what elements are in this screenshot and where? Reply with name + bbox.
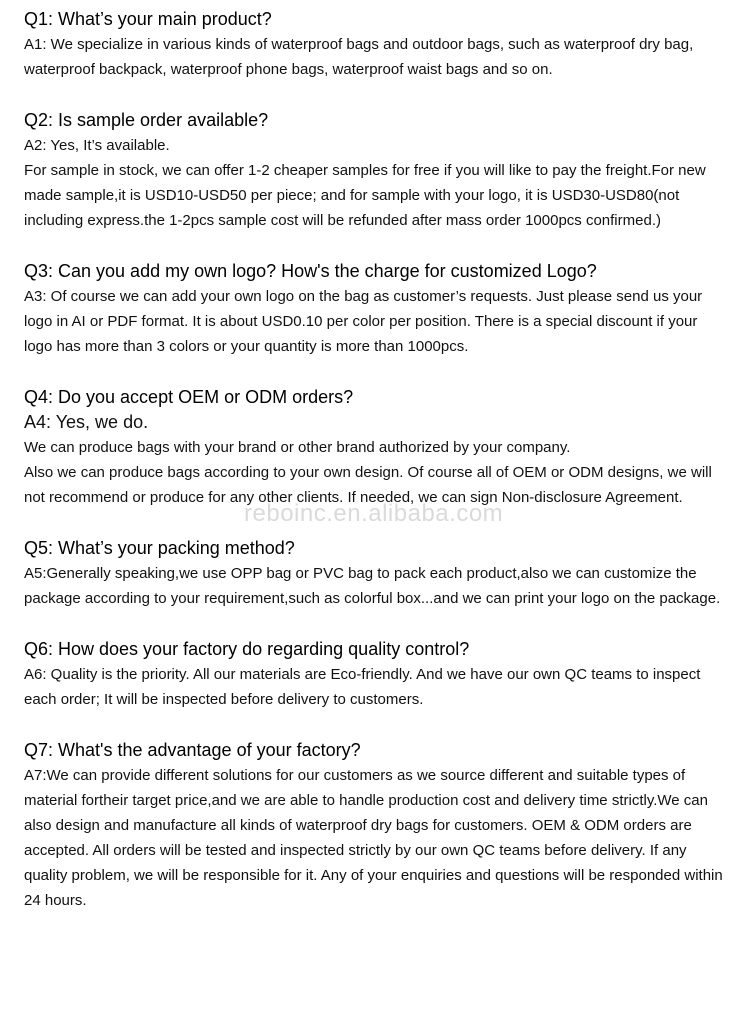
answer-q4-lead: A4: Yes, we do. xyxy=(24,412,149,432)
answer-q5: A5:Generally speaking,we use OPP bag or PVC bag to pack each product,also we can customize the package according to your requirement,such as colorful box...and we can print your logo on the package. xyxy=(24,565,721,607)
question-q4: Q4: Do you accept OEM or ODM orders? xyxy=(24,387,354,407)
watermark-text: reboinc.en.alibaba.com xyxy=(244,500,504,527)
answer-q4-design: Also we can produce bags according to your own design. Of course all of OEM or ODM designs, we will not recommend or produce for any other clients. If needed, we can sign Non-disclosure Agreement. xyxy=(24,464,712,506)
faq-item-q7 xyxy=(24,737,724,913)
faq-item-q4 xyxy=(24,384,724,510)
answer-q4-brand: We can produce bags with your brand or other brand authorized by your company. xyxy=(24,439,571,456)
faq-item-q1 xyxy=(24,6,724,82)
faq-item-q5 xyxy=(24,535,724,611)
answer-q2-lead: A2: Yes, It’s available. xyxy=(24,137,170,154)
answer-q2-detail: For sample in stock, we can offer 1-2 cheaper samples for free if you will like to pay the freight.For new made sample,it is USD10-USD50 per piece; and for sample with your logo, it is USD30-USD80(not including express.the 1-2pcs sample cost will be refunded after mass order 1000pcs confirmed.) xyxy=(24,162,706,229)
answer-q3: A3: Of course we can add your own logo on the bag as customer’s requests. Just please send us your logo in AI or PDF format. It is about USD0.10 per color per position. There is a special discount if your logo has more than 3 colors or your quantity is more than 1000pcs. xyxy=(24,288,703,355)
faq-item-q6 xyxy=(24,636,724,712)
faq-item-q2 xyxy=(24,107,724,233)
question-q5: Q5: What’s your packing method? xyxy=(24,538,295,558)
question-q2: Q2: Is sample order available? xyxy=(24,110,269,130)
faq-document xyxy=(24,6,724,913)
answer-q6: A6: Quality is the priority. All our materials are Eco-friendly. And we have our own QC teams to inspect each order; It will be inspected before delivery to customers. xyxy=(24,666,701,708)
answer-q1: A1: We specialize in various kinds of waterproof bags and outdoor bags, such as waterproof dry bag, waterproof backpack, waterproof phone bags, waterproof waist bags and so on. xyxy=(24,36,694,78)
question-q3: Q3: Can you add my own logo? How's the charge for customized Logo? xyxy=(24,261,597,281)
faq-item-q3 xyxy=(24,258,724,359)
answer-q7: A7:We can provide different solutions for our customers as we source different and suitable types of material fortheir target price,and we are able to handle production cost and delivery time strictly.We can also design and manufacture all kinds of waterproof dry bags for customers. OEM & ODM orders are accepted. All orders will be tested and inspected strictly by our own QC teams before delivery. If any quality problem, we will be responsible for it. Any of your enquiries and questions will be responded within 24 hours. xyxy=(24,767,723,909)
question-q6: Q6: How does your factory do regarding quality control? xyxy=(24,639,470,659)
question-q7: Q7: What's the advantage of your factory? xyxy=(24,740,361,760)
question-q1: Q1: What’s your main product? xyxy=(24,9,272,29)
